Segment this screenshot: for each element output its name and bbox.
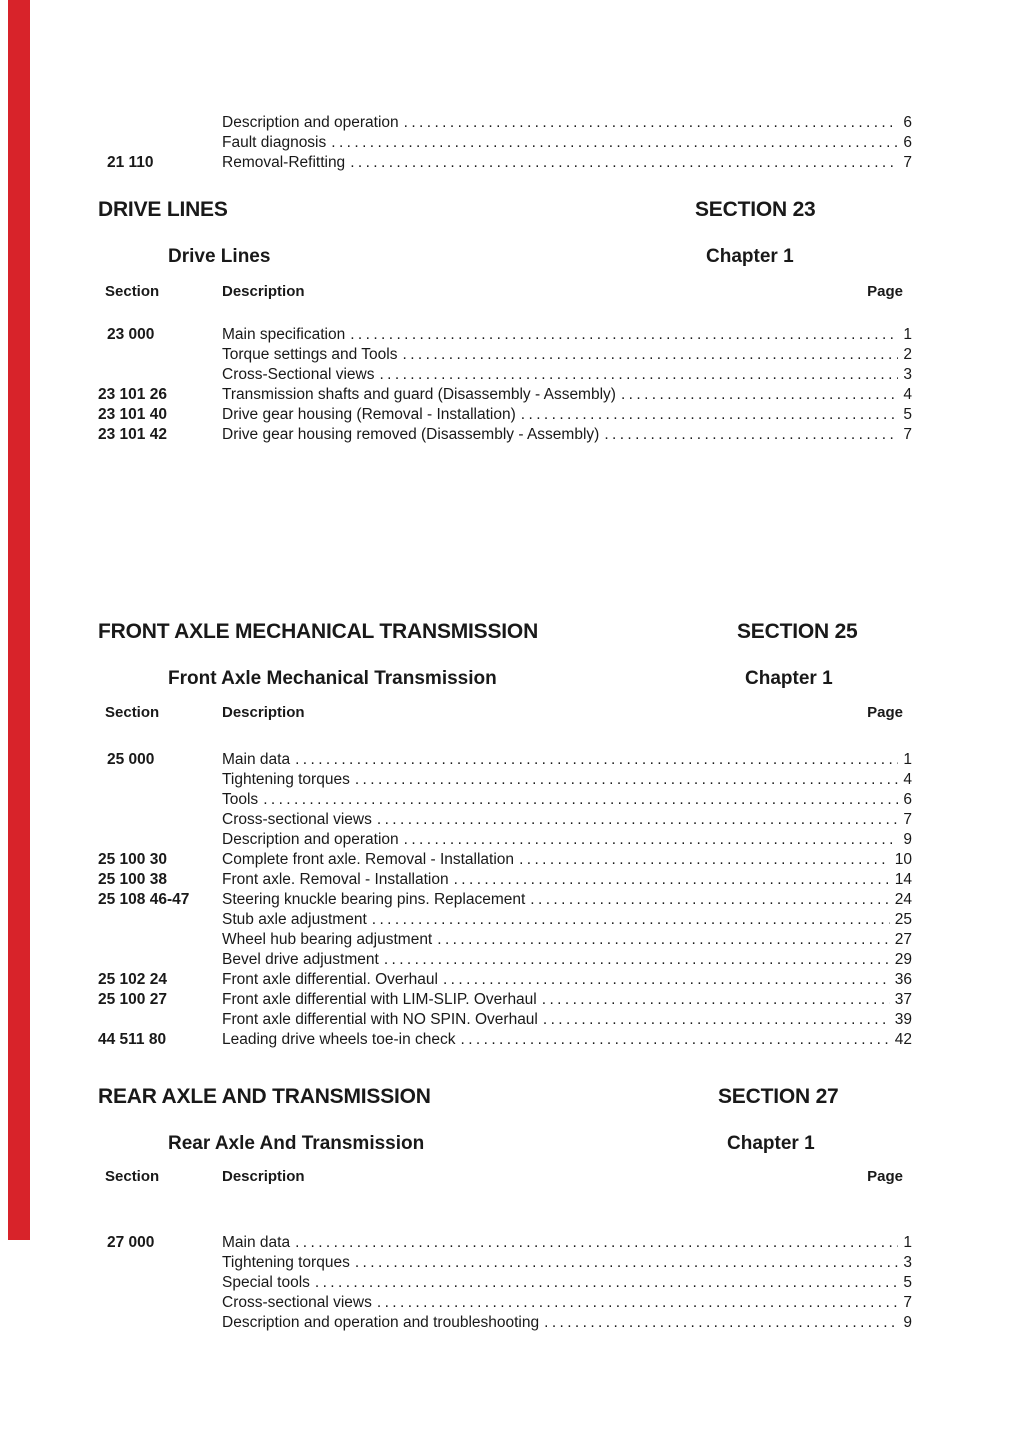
toc-rows-front-axle [98,750,912,1050]
dot-leader [539,1313,898,1333]
page-number: 39 [894,1011,912,1028]
dot-leader [367,910,890,930]
entry-description: Tools [222,791,259,808]
section-heading-row [98,621,912,643]
toc-row [98,385,912,405]
entry-description: Special tools [222,1274,310,1291]
page-number: 6 [903,114,912,131]
column-header-page: Page [867,283,903,300]
dot-leader [516,405,899,425]
section-number: SECTION 23 [695,198,816,221]
page-number: 42 [894,1031,912,1048]
column-header-page: Page [867,704,903,721]
toc-prelude-rows [98,113,912,173]
page-number: 4 [903,771,912,788]
dot-leader [398,345,899,365]
section-code: 44 511 80 [98,1031,167,1048]
toc-rows-drive-lines [98,325,912,445]
dot-leader [456,1030,890,1050]
dot-leader [449,870,890,890]
entry-description: Description and operation and troubleshooting [222,1314,540,1331]
dot-leader [345,153,898,173]
page-number: 3 [903,1254,912,1271]
column-header-section: Section [105,283,160,300]
toc-row [98,930,912,950]
toc-row [98,1253,912,1273]
page-number: 2 [903,346,912,363]
chapter-number: Chapter 1 [706,246,794,267]
dot-leader [290,1233,898,1253]
entry-description: Stub axle adjustment [222,911,367,928]
toc-row [98,1313,912,1333]
toc-row [98,750,912,770]
dot-leader [399,830,899,850]
entry-description: Front axle. Removal - Installation [222,871,449,888]
column-header-description: Description [222,704,305,721]
page-number: 1 [903,751,912,768]
dot-leader [310,1273,898,1293]
entry-description: Cross-sectional views [222,811,372,828]
toc-row [98,910,912,930]
section-title: REAR AXLE AND TRANSMISSION [98,1085,431,1108]
dot-leader [432,930,890,950]
section-code: 21 110 [107,154,154,171]
column-header-description: Description [222,1168,305,1185]
section-heading-row [98,1086,912,1108]
section-code: 23 101 40 [98,406,167,423]
section-code: 23 101 26 [98,386,167,403]
entry-description: Tightening torques [222,1254,350,1271]
section-code: 23 000 [107,326,155,343]
section-heading-row [98,199,912,221]
toc-row [98,325,912,345]
toc-row [98,1233,912,1253]
page-number: 5 [903,406,912,423]
dot-leader [258,790,898,810]
dot-leader [399,113,899,133]
entry-description: Main data [222,1234,291,1251]
toc-content [98,0,912,1449]
entry-description: Torque settings and Tools [222,346,398,363]
entry-description: Tightening torques [222,771,350,788]
entry-description: Description and operation [222,831,399,848]
toc-row [98,810,912,830]
column-header-page: Page [867,1168,903,1185]
page-number: 5 [903,1274,912,1291]
toc-row [98,405,912,425]
entry-description: Main specification [222,326,346,343]
page-number: 10 [894,851,912,868]
page-number: 6 [903,791,912,808]
toc-rows-rear-axle [98,1233,912,1333]
entry-description: Front axle differential with NO SPIN. Overhaul [222,1011,538,1028]
dot-leader [374,365,898,385]
toc-row [98,113,912,133]
dot-leader [350,770,899,790]
toc-row [98,153,912,173]
toc-row [98,1030,912,1050]
column-header-section: Section [105,1168,160,1185]
toc-row [98,425,912,445]
dot-leader [599,425,898,445]
entry-description: Leading drive wheels toe-in check [222,1031,456,1048]
page-number: 29 [894,951,912,968]
entry-description: Fault diagnosis [222,134,327,151]
section-code: 25 102 24 [98,971,167,988]
page-edge-tab [8,0,30,1240]
chapter-title: Front Axle Mechanical Transmission [168,668,497,689]
dot-leader [326,133,898,153]
entry-description: Transmission shafts and guard (Disassembly - Assembly) [222,386,616,403]
page-number: 9 [903,831,912,848]
dot-leader [514,850,890,870]
toc-row [98,770,912,790]
section-code: 25 108 46-47 [98,891,190,908]
chapter-number: Chapter 1 [727,1133,815,1154]
chapter-number: Chapter 1 [745,668,833,689]
toc-row [98,830,912,850]
entry-description: Removal-Refitting [222,154,346,171]
page-number: 9 [903,1314,912,1331]
dot-leader [372,810,898,830]
chapter-title: Drive Lines [168,246,271,267]
page-number: 7 [903,1294,912,1311]
entry-description: Description and operation [222,114,399,131]
entry-description: Bevel drive adjustment [222,951,379,968]
dot-leader [525,890,889,910]
toc-row [98,950,912,970]
entry-description: Drive gear housing removed (Disassembly - Assembly) [222,426,600,443]
dot-leader [538,1010,890,1030]
section-title: FRONT AXLE MECHANICAL TRANSMISSION [98,620,539,643]
page-number: 36 [894,971,912,988]
section-code: 25 100 30 [98,851,167,868]
entry-description: Cross-sectional views [222,1294,372,1311]
page-number: 7 [903,811,912,828]
dot-leader [616,385,898,405]
page-number: 27 [894,931,912,948]
page-number: 6 [903,134,912,151]
section-code: 25 100 38 [98,871,167,888]
section-code: 25 000 [107,751,155,768]
toc-row [98,870,912,890]
toc-row [98,1010,912,1030]
page-number: 7 [903,154,912,171]
page-number: 24 [894,891,912,908]
entry-description: Cross-Sectional views [222,366,375,383]
entry-description: Front axle differential. Overhaul [222,971,438,988]
dot-leader [438,970,890,990]
entry-description: Drive gear housing (Removal - Installation) [222,406,516,423]
toc-row [98,133,912,153]
dot-leader [379,950,890,970]
entry-description: Complete front axle. Removal - Installation [222,851,515,868]
page-number: 1 [903,326,912,343]
dot-leader [290,750,898,770]
page-number: 37 [894,991,912,1008]
entry-description: Wheel hub bearing adjustment [222,931,433,948]
column-header-section: Section [105,704,160,721]
section-code: 25 100 27 [98,991,167,1008]
toc-row [98,790,912,810]
dot-leader [537,990,890,1010]
page-number: 4 [903,386,912,403]
section-code: 27 000 [107,1234,155,1251]
chapter-title: Rear Axle And Transmission [168,1133,425,1154]
section-title: DRIVE LINES [98,198,228,221]
toc-row [98,970,912,990]
page-number: 3 [903,366,912,383]
dot-leader [372,1293,898,1313]
entry-description: Steering knuckle bearing pins. Replacement [222,891,526,908]
toc-row [98,990,912,1010]
page-number: 7 [903,426,912,443]
entry-description: Main data [222,751,291,768]
section-number: SECTION 27 [718,1085,839,1108]
toc-row [98,345,912,365]
section-code: 23 101 42 [98,426,167,443]
entry-description: Front axle differential with LIM-SLIP. Overhaul [222,991,537,1008]
section-number: SECTION 25 [737,620,858,643]
toc-row [98,890,912,910]
column-header-description: Description [222,283,305,300]
dot-leader [345,325,898,345]
toc-row [98,850,912,870]
toc-row [98,365,912,385]
page-number: 14 [894,871,912,888]
page-number: 25 [894,911,912,928]
dot-leader [350,1253,899,1273]
toc-row [98,1273,912,1293]
page-number: 1 [903,1234,912,1251]
toc-row [98,1293,912,1313]
